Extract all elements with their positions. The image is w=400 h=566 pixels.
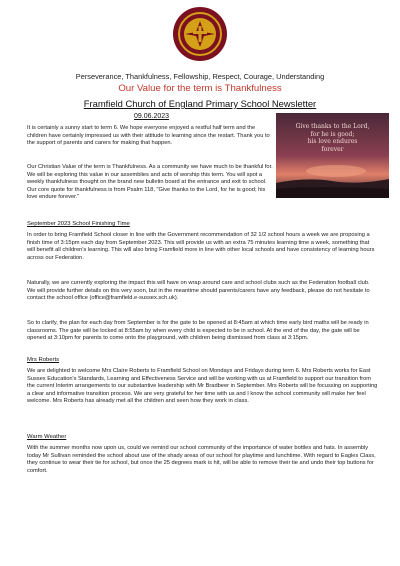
warm-weather-paragraph: With the summer months now upon us, could we remind our school community of the importance of water bottles and hats. In assembly today Mr Sullivan reminded the school about use of the shady areas of our school for playtime and lunchtime. With regard to Eagles Class, they continue to wear their tie for school, but once the 25 degrees mark is hit, will be able to remove their tie and undo their top buttons for comfort. <box>27 445 376 474</box>
newsletter-title: Framfield Church of England Primary School Newsletter <box>83 98 317 109</box>
finish-time-paragraph-3: So to clarify, the plan for each day from September is for the gate to be opened at 8:45am at which time early bird maths will be ready in classrooms. The gate will be locked at 8:55am by when every child is expected to be in school. At the end of the day, the gate will be opened at 3:10pm for parents to come onto the playground, with children being dismissed from class at 3:15pm. <box>27 320 369 341</box>
mrs-roberts-paragraph: We are delighted to welcome Mrs Claire Roberts to Framfield School on Mondays and Fridays during term 6. Mrs Roberts works for East Sussex Education's Standards, Learning and Effectiveness Service and will be working with us at Framfield to support our transition from the current Interim arrangements to our substantive leadership with Mr Bradbeer in September. Mrs Roberts will be focussing on supporting a clear and informative transition process. We are very grateful for her time with us and I know the school community will make her feel welcome. Mrs Roberts has already met all the children and seen how they work in class. <box>27 368 378 404</box>
banner-quote-line: Give thanks to the Lord, <box>295 123 370 130</box>
thankfulness-paragraph: Our Christian Value of the term is Thankfulness. As a community we have much to be thankful for. We will be exploring this value in our assemblies and acts of worship this term. You will spot a weekly thankfulness thought on the brand new bulletin board at the entrance and exit to school. Our core quote for thankfulness is from Psalm 118, "Give thanks to the Lord, for he is good; his love endure forever." <box>27 164 273 200</box>
psalm-quote-image <box>276 113 389 198</box>
finish-time-paragraph-1: In order to bring Framfield School closer in line with the Government recommendation of 32 1/2 school hours a week we are proposing a finish time of 3:15pm each day from September 2023. This will provide us with an extra 75 minutes learning time a week, something that will benefit all children's learning. This will also bring Framfield more in line with other local schools and have consistency of learning hours across our Federation. <box>27 232 375 261</box>
term-value-heading: Our Value for the term is Thankfulness <box>118 83 282 94</box>
intro-paragraph: It is certainly a sunny start to term 6. We hope everyone enjoyed a restful half term and the children have certainly impressed us with their attitude to learning since the restart. Thank you to the support of parents and carers for making that happen. <box>27 125 270 146</box>
warm-weather-heading: Warm Weather <box>27 434 67 440</box>
banner-quote-line: forever <box>321 145 344 153</box>
school-values-line: Perseverance, Thankfulness, Fellowship, Respect, Courage, Understanding <box>75 72 325 81</box>
finish-time-heading: September 2023 School Finishing Time <box>27 221 130 227</box>
school-crest-logo <box>172 6 228 62</box>
newsletter-date: 09.06.2023 <box>134 113 170 120</box>
crest-emblem-icon <box>172 6 228 62</box>
finish-time-paragraph-2: Naturally, we are currently exploring the impact this will have on wrap around care and school clubs such as the Federation football club. We will provide further details on this very soon, but in the meantime should parents/carers have any feedback, please do not hesitate to contact the school office (office@framfield.e-sussex.sch.uk). <box>27 280 370 301</box>
banner-quote-line: for he is good; <box>310 130 355 138</box>
banner-quote-text <box>276 123 389 153</box>
mrs-roberts-heading: Mrs Roberts <box>27 357 60 363</box>
banner-quote-line: his love endures <box>307 138 358 145</box>
